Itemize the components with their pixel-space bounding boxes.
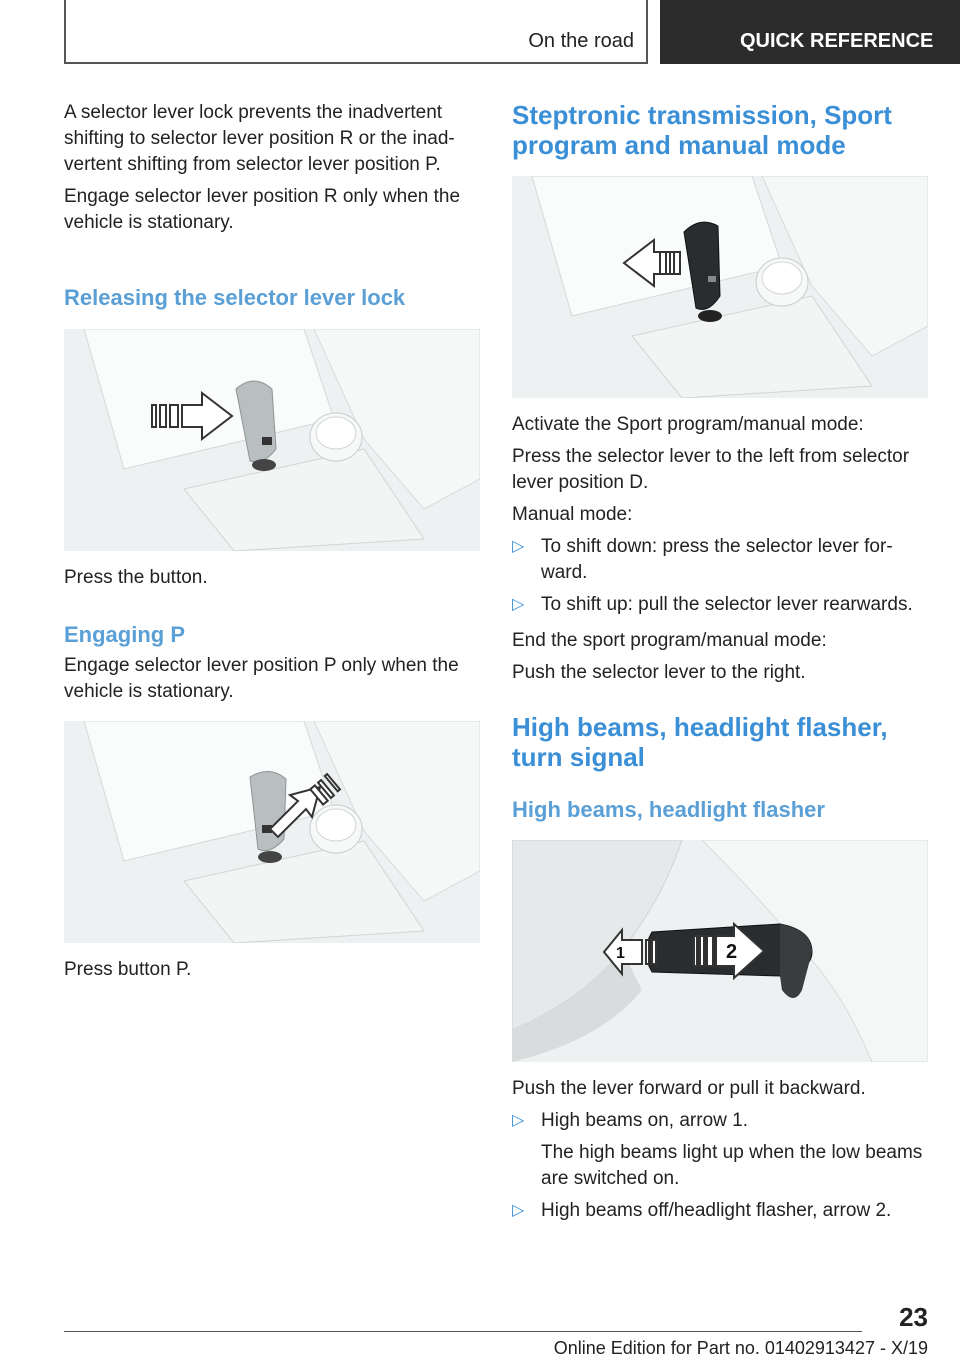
high-beams-list (512, 1108, 928, 1224)
high-beam-lever-illustration (512, 840, 928, 1062)
engage-p-heading: Engaging P (64, 622, 185, 647)
high-beams-heading: High beams, headlight flasher, turn signal (512, 712, 888, 772)
intro-paragraph-2: Engage selector lever position R only when the vehicle is stationary. (64, 186, 461, 233)
engage-p-caption: Press button P. (64, 959, 192, 980)
high-beams-subheading: High beams, headlight flasher (512, 797, 825, 822)
release-instruction: Press the button. (64, 567, 208, 588)
triangle-bullet-icon: ▷ (512, 1202, 525, 1219)
selector-lever-unlock-illustration (64, 329, 480, 551)
engage-p-text: Engage selector lever position P only when the vehicle is stationary. (64, 655, 459, 702)
triangle-bullet-icon: ▷ (512, 1112, 525, 1129)
list-item: ▷ High beams off/headlight flasher, arrow 2. (512, 1198, 928, 1224)
list-item: ▷ To shift up: pull the selector lever rearwards. (512, 592, 928, 618)
sport-activate-label: Activate the Sport program/manual mode: (512, 414, 864, 435)
intro-paragraph-1: A selector lever lock prevents the inadvertent shifting to selector lever position R or the inad‐vertent shifting from selector lever position P. (64, 102, 455, 175)
footer-edition: Online Edition for Part no. 01402913427 - X/19 (553, 1338, 928, 1358)
sport-activate-instruction: Press the selector lever to the left from selector lever position D. (512, 446, 910, 493)
manual-mode-label: Manual mode: (512, 504, 633, 525)
sport-mode-illustration (512, 176, 928, 398)
steptronic-heading: Steptronic transmission, Sport program and manual mode (512, 100, 892, 160)
left-column (64, 100, 480, 983)
header-section-title: On the road (528, 30, 634, 52)
manual-mode-list (512, 534, 928, 618)
page-number: 23 (899, 1302, 928, 1332)
header-tab-quick-reference[interactable]: QUICK REFERENCE (660, 0, 960, 64)
list-item: ▷ High beams on, arrow 1. The high beams light up when the low beams are switched on. (512, 1108, 928, 1192)
high-beams-note: The high beams light up when the low beams are switched on. (541, 1142, 923, 1189)
release-heading: Releasing the selector lever lock (64, 285, 406, 310)
end-sport-instruction: Push the selector lever to the right. (512, 662, 806, 683)
button-p-illustration (64, 721, 480, 943)
right-column (512, 100, 928, 1230)
triangle-bullet-icon: ▷ (512, 538, 525, 555)
triangle-bullet-icon: ▷ (512, 596, 525, 613)
arrow-2-label: 2 (726, 941, 738, 963)
end-sport-label: End the sport program/manual mode: (512, 630, 827, 651)
high-beams-instruction: Push the lever forward or pull it backward. (512, 1078, 866, 1099)
header-frame (64, 0, 648, 64)
arrow-1-label: 1 (616, 945, 625, 962)
list-item: ▷ To shift down: press the selector lever for‐ward. (512, 536, 893, 583)
footer-divider (64, 1331, 862, 1332)
